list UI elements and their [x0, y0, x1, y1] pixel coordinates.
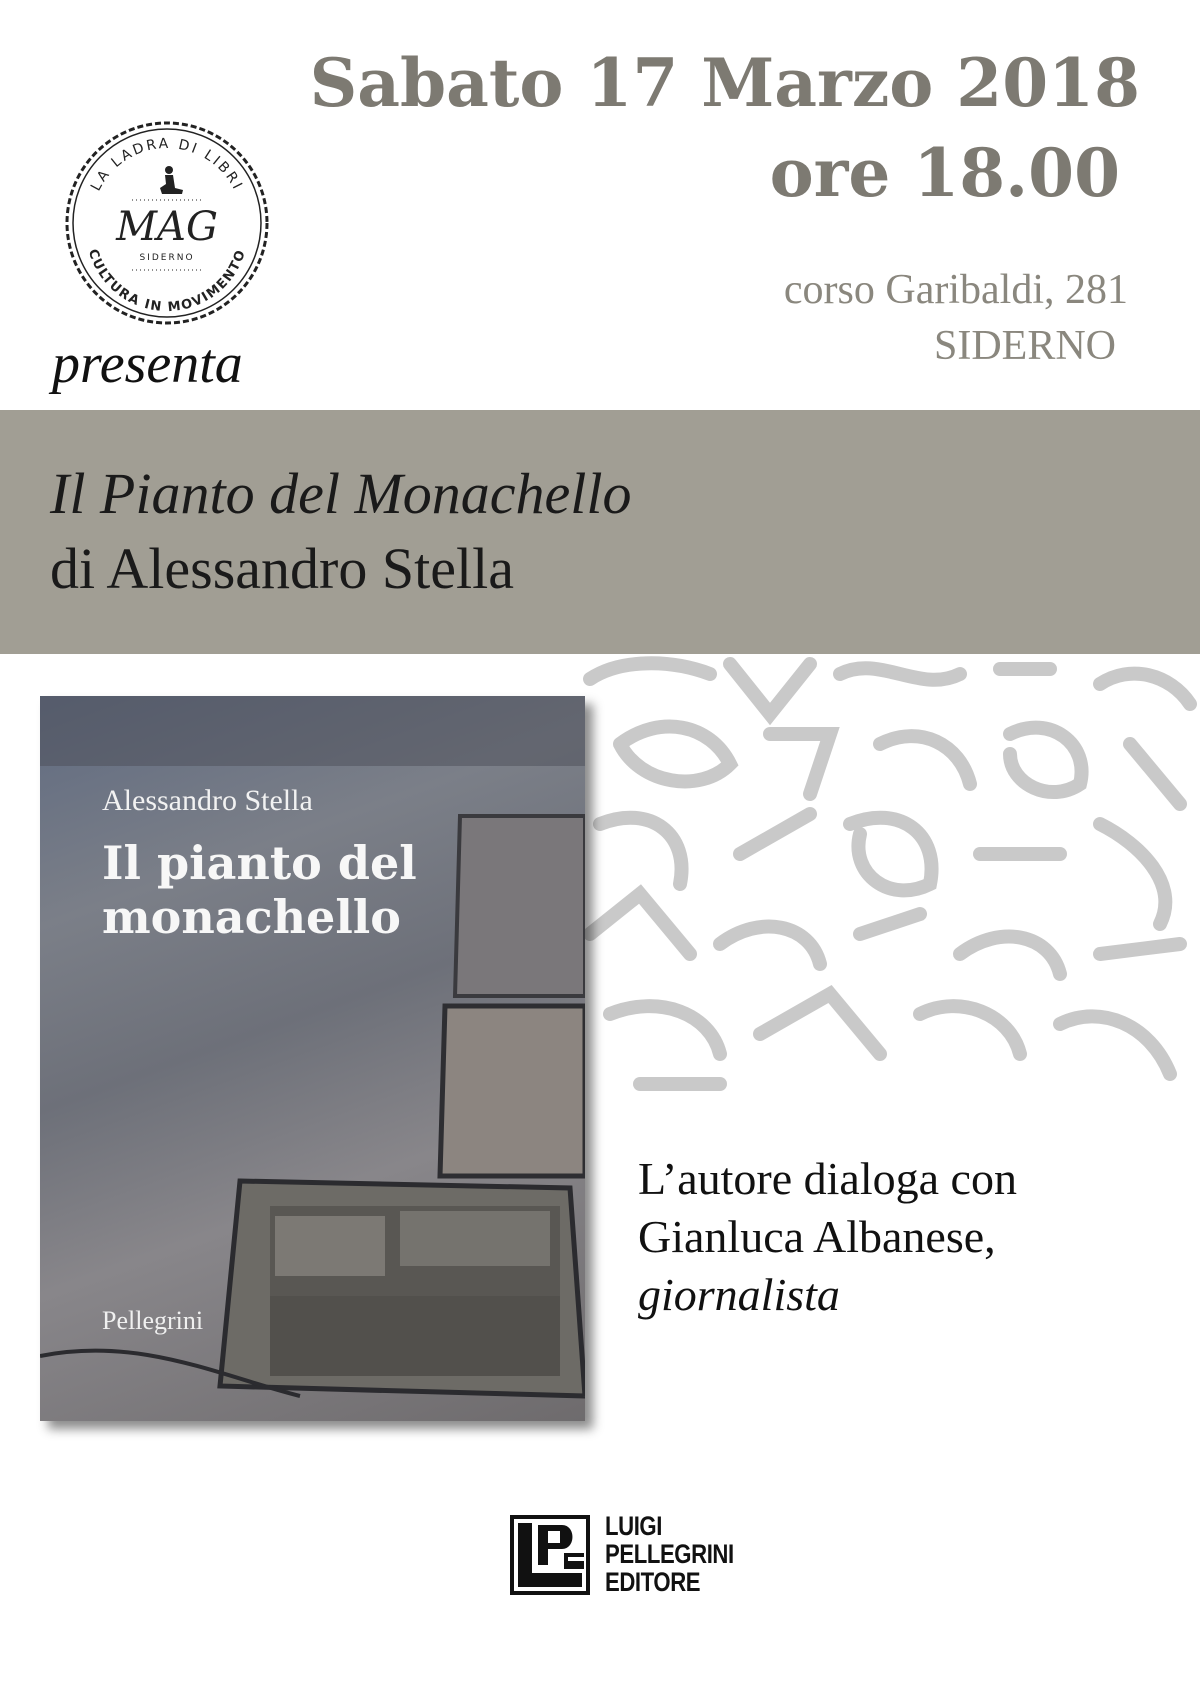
cover-author: Alessandro Stella: [102, 784, 313, 817]
book-cover: [40, 696, 585, 1421]
logo-ring-top: LA LADRA DI LIBRI: [88, 135, 247, 194]
reading-figure-icon: [160, 166, 183, 194]
title-band: [0, 410, 1200, 654]
archive-photo: [270, 1206, 560, 1376]
event-date-block: [310, 38, 1140, 218]
dialogue-text: [638, 1150, 1017, 1324]
venue-city: SIDERNO: [933, 323, 1116, 369]
mag-logo: [62, 118, 272, 328]
dialogue-line-1: L’autore dialoga con: [638, 1153, 1017, 1204]
decorative-letters: [580, 654, 1200, 1099]
logo-name: MAG: [116, 204, 218, 250]
event-time: ore 18.00: [769, 134, 1120, 212]
event-date: Sabato 17 Marzo 2018: [309, 44, 1140, 122]
presenta-label: presenta: [52, 333, 243, 395]
publisher-line-2: PELLEGRINI: [605, 1539, 734, 1569]
dialogue-line-2: Gianluca Albanese,: [638, 1211, 996, 1262]
book-byline: di Alessandro Stella: [50, 536, 514, 601]
lpe-logo: [510, 1515, 590, 1595]
publisher-name: [605, 1512, 734, 1596]
cover-publisher: Pellegrini: [102, 1306, 204, 1335]
publisher-line-3: EDITORE: [605, 1567, 701, 1597]
dialogue-role: giornalista: [638, 1269, 840, 1320]
logo-ring-bottom: CULTURA IN MOVIMENTO: [84, 247, 250, 316]
book-title: Il Pianto del Monachello: [50, 461, 632, 526]
logo-place: SIDERNO: [139, 253, 195, 263]
cover-title: Il pianto del monachello: [102, 836, 417, 944]
event-venue: [784, 262, 1128, 374]
publisher-line-1: LUIGI: [605, 1511, 662, 1541]
venue-address: corso Garibaldi, 281: [783, 267, 1128, 313]
